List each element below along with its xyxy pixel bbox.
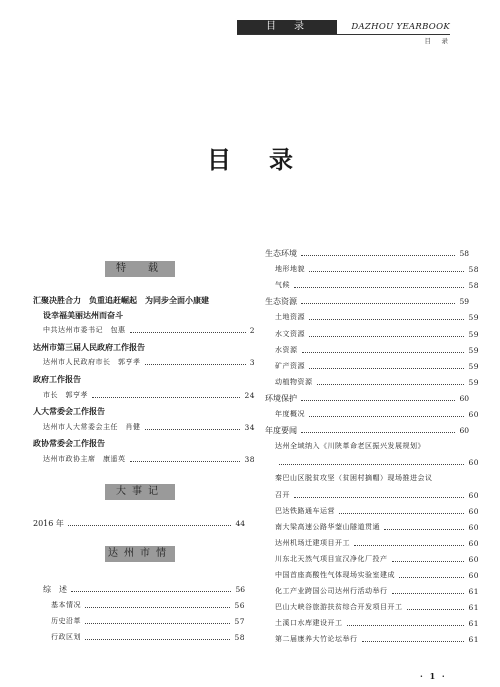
toc-page-number: 59: [468, 329, 479, 339]
toc-entry-text: 达州市政协主席 康遥英: [43, 455, 126, 463]
toc-entry[interactable]: [265, 521, 479, 533]
leader-dots: [309, 416, 464, 417]
toc-page-number: 60: [468, 554, 479, 564]
toc-entry-text: 年度要闻: [265, 425, 297, 435]
toc-page-number: 24: [244, 390, 255, 400]
toc-entry[interactable]: [265, 569, 479, 581]
toc-entry[interactable]: [265, 408, 479, 420]
header-rule: [237, 34, 450, 35]
toc-page-number: 58: [468, 264, 479, 274]
leader-dots: [85, 639, 230, 640]
toc-page-number: 58: [459, 248, 469, 258]
leader-dots: [347, 625, 465, 626]
leader-dots: [85, 607, 230, 608]
leader-dots: [392, 593, 465, 594]
toc-entry[interactable]: [33, 517, 245, 529]
leader-dots: [301, 303, 455, 304]
toc-entry[interactable]: [265, 263, 479, 275]
toc-page-number: 61: [468, 618, 479, 628]
leader-dots: [407, 609, 465, 610]
toc-entry-text: 川东北天然气项目宣汉净化厂投产: [275, 555, 388, 563]
toc-page-number: 61: [468, 602, 479, 612]
leader-dots: [399, 577, 464, 578]
toc-entry-text: 市长 郭亨孝: [43, 391, 88, 399]
leader-dots: [85, 623, 230, 624]
toc-entry-text: 化工产业跨国公司达州行活动举行: [275, 587, 388, 595]
toc-page-number: 61: [468, 586, 479, 596]
toc-entry-text: 环境保护: [265, 393, 297, 403]
toc-entry-text: 生态资源: [265, 296, 297, 306]
toc-page-number: 3: [249, 357, 255, 367]
header-yearbook-title: DAZHOU YEARBOOK: [351, 22, 450, 32]
toc-entry-text: 中国首座高酸性气体现场实验室建成: [275, 571, 395, 579]
toc-page-number: 60: [468, 506, 479, 516]
leader-dots: [130, 332, 246, 333]
toc-page-number: 56: [234, 600, 245, 610]
toc-entry-text: 土溪口水库建设开工: [275, 619, 343, 627]
toc-entry[interactable]: [265, 505, 479, 517]
toc-entry-author[interactable]: [33, 389, 255, 401]
toc-entry[interactable]: [265, 456, 479, 468]
toc-page-number: 58: [468, 280, 479, 290]
toc-entry-text: 水资源: [275, 346, 298, 354]
toc-entry-text: 巴山大峡谷旅游扶贫综合开发项目开工: [275, 603, 403, 611]
toc-entry-text: 达州市人大常委会主任 肖健: [43, 423, 141, 431]
toc-page-number: 59: [459, 296, 469, 306]
leader-dots: [354, 545, 464, 546]
toc-entry-author[interactable]: [33, 421, 255, 433]
toc-entry-text: 巴达铁路通车运营: [275, 507, 335, 515]
toc-entry[interactable]: [265, 553, 479, 565]
toc-entry[interactable]: [265, 489, 479, 501]
toc-page-number: 59: [468, 361, 479, 371]
leader-dots: [145, 364, 246, 365]
leader-dots: [130, 461, 241, 462]
leader-dots: [384, 529, 464, 530]
toc-entry-text: 第二届康养大竹论坛举行: [275, 635, 358, 643]
toc-entry[interactable]: [33, 599, 245, 611]
toc-page-number: 60: [468, 490, 479, 500]
toc-page-number: 57: [234, 616, 245, 626]
leader-dots: [294, 287, 464, 288]
page-number: · 1 ·: [420, 671, 447, 681]
toc-entry[interactable]: [33, 631, 245, 643]
page-title: 目录: [207, 145, 331, 174]
toc-entry-text: 气候: [275, 281, 290, 289]
toc-entry[interactable]: 达州市第三届人民政府工作报告: [33, 342, 145, 352]
leader-dots: [309, 336, 464, 337]
section-banner-events: 大事记: [105, 484, 175, 500]
leader-dots: [92, 397, 240, 398]
toc-page-number: 56: [235, 584, 245, 594]
toc-entry-text: 达州机场迁建项目开工: [275, 539, 350, 547]
toc-page-number: 60: [459, 425, 469, 435]
toc-entry[interactable]: [265, 344, 479, 356]
header-sub-label: 目 录: [424, 37, 450, 45]
leader-dots: [309, 271, 464, 272]
toc-entry-text: 2016 年: [33, 518, 64, 528]
toc-entry-text: 生态环境: [265, 248, 297, 258]
toc-page-number: 61: [468, 634, 479, 644]
toc-entry[interactable]: 达州全域纳入《川陕革命老区振兴发展规划》: [275, 442, 425, 450]
leader-dots: [301, 400, 455, 401]
toc-entry-text: 土地资源: [275, 313, 305, 321]
toc-entry-continued[interactable]: 设幸福美丽达州而奋斗: [43, 310, 123, 320]
toc-entry[interactable]: [265, 360, 479, 372]
toc-entry-text: 基本情况: [51, 601, 81, 609]
toc-page-number: 60: [468, 522, 479, 532]
toc-entry-text: 达州市人民政府市长 郭亨孝: [43, 358, 141, 366]
toc-page-number: 60: [459, 393, 469, 403]
leader-dots: [392, 561, 465, 562]
toc-entry-author[interactable]: [33, 356, 255, 368]
toc-entry[interactable]: [265, 633, 479, 645]
toc-entry-text: 地形地貌: [275, 265, 305, 273]
toc-entry[interactable]: [33, 583, 245, 595]
header-section-label: 目 录: [237, 20, 337, 34]
toc-entry-text: 召开: [275, 491, 290, 499]
toc-page-number: 44: [235, 518, 245, 528]
toc-entry-text: 水文资源: [275, 330, 305, 338]
toc-entry[interactable]: [265, 585, 479, 597]
toc-page-number: 60: [468, 538, 479, 548]
toc-entry[interactable]: [265, 328, 479, 340]
toc-entry[interactable]: [265, 311, 479, 323]
leader-dots: [309, 368, 464, 369]
toc-page-number: 59: [468, 312, 479, 322]
leader-dots: [339, 513, 464, 514]
leader-dots: [317, 384, 465, 385]
leader-dots: [71, 591, 231, 592]
toc-entry[interactable]: [265, 617, 479, 629]
toc-page-number: 60: [468, 409, 479, 419]
leader-dots: [301, 255, 455, 256]
toc-entry-author[interactable]: [33, 324, 255, 336]
toc-entry[interactable]: [265, 537, 479, 549]
leader-dots: [302, 352, 465, 353]
leader-dots: [294, 497, 464, 498]
toc-entry-text: 综 述: [43, 584, 67, 594]
toc-page-number: 60: [468, 457, 479, 467]
toc-entry[interactable]: 人大常委会工作报告: [33, 406, 105, 416]
toc-entry[interactable]: 政协常委会工作报告: [33, 438, 105, 448]
toc-section-entry[interactable]: [265, 295, 469, 307]
toc-page-number: 38: [244, 454, 255, 464]
toc-page-number: 2: [249, 325, 255, 335]
leader-dots: [279, 464, 464, 465]
toc-entry[interactable]: 政府工作报告: [33, 374, 81, 384]
leader-dots: [301, 432, 455, 433]
toc-page-number: 34: [244, 422, 255, 432]
toc-section-entry[interactable]: [265, 247, 469, 259]
toc-entry[interactable]: 秦巴山区脱贫攻坚（贫困村摘帽）现场推进会议: [275, 474, 433, 482]
leader-dots: [309, 319, 464, 320]
toc-entry-text: 年度概况: [275, 410, 305, 418]
leader-dots: [362, 641, 465, 642]
leader-dots: [68, 525, 232, 526]
toc-page-number: 58: [234, 632, 245, 642]
toc-entry[interactable]: [265, 376, 479, 388]
toc-entry[interactable]: [265, 279, 479, 291]
toc-entry-text: 历史沿革: [51, 617, 81, 625]
section-banner-special: 特 载: [105, 261, 175, 277]
toc-entry-text: 行政区划: [51, 633, 81, 641]
toc-page-number: 60: [468, 570, 479, 580]
toc-entry[interactable]: [33, 615, 245, 627]
toc-entry-text: 动植物资源: [275, 378, 313, 386]
toc-entry-text: 南大梁高速公路华蓥山隧道贯通: [275, 523, 380, 531]
toc-entry[interactable]: [265, 601, 479, 613]
toc-page-number: 59: [468, 345, 479, 355]
toc-entry[interactable]: 汇聚决胜合力 负重追赶崛起 为同步全面小康建: [33, 295, 209, 305]
toc-entry-author[interactable]: [33, 453, 255, 465]
toc-entry-text: 矿产资源: [275, 362, 305, 370]
toc-section-entry[interactable]: [265, 424, 469, 436]
toc-page-number: 59: [468, 377, 479, 387]
toc-section-entry[interactable]: [265, 392, 469, 404]
toc-entry-text: 中共达州市委书记 包惠: [43, 326, 126, 334]
leader-dots: [145, 429, 241, 430]
section-banner-city: 达州市情: [105, 546, 175, 562]
